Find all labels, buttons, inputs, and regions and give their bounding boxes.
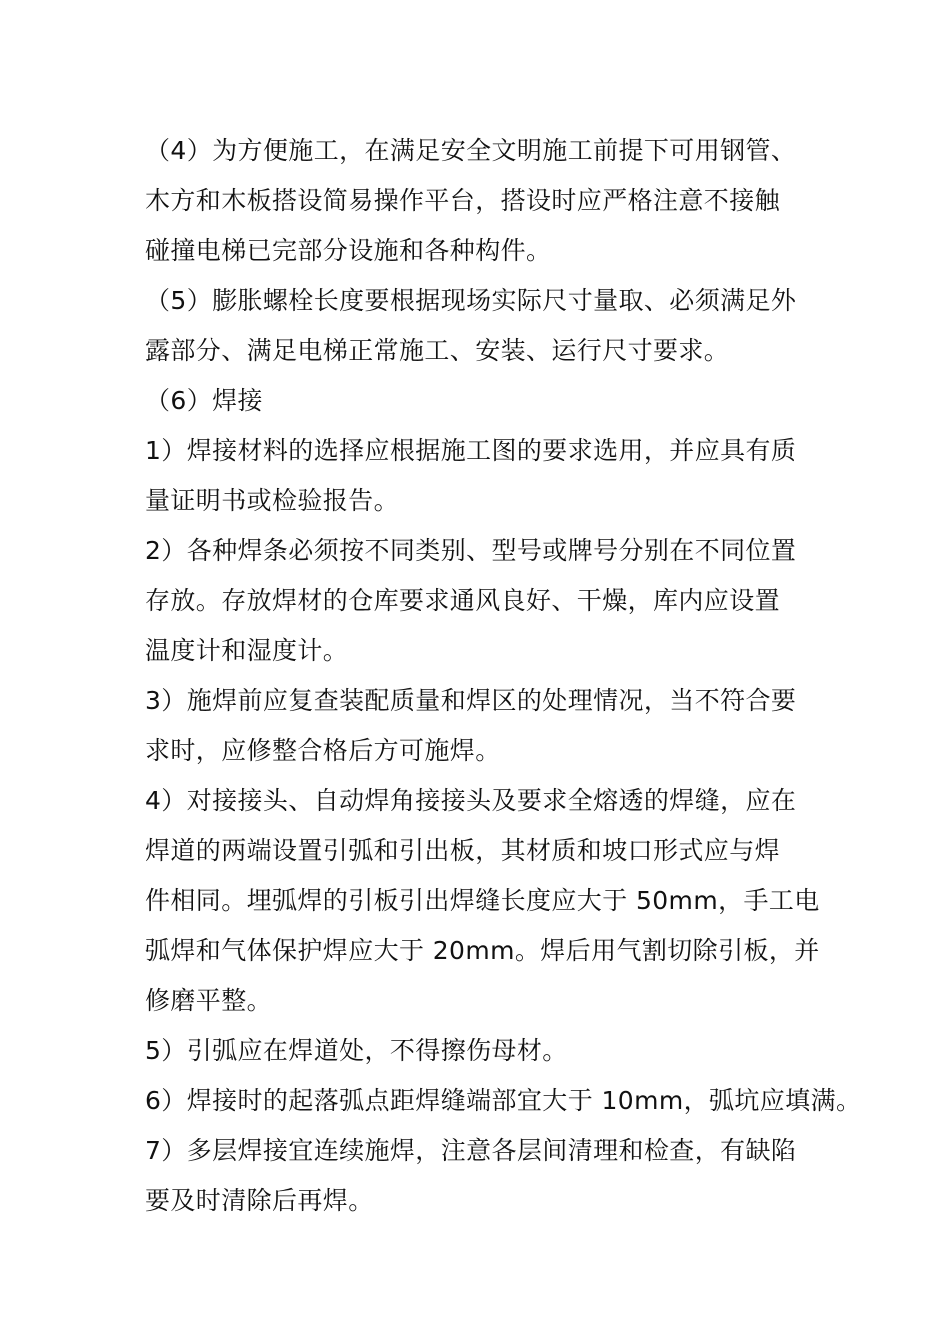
text-line: 5）引弧应在焊道处，不得擦伤母材。 <box>145 1036 568 1065</box>
text-line: 弧焊和气体保护焊应大于 20mm。焊后用气割切除引板，并 <box>145 936 820 965</box>
text-line: 要及时清除后再焊。 <box>145 1186 374 1215</box>
text-line: 露部分、满足电梯正常施工、安装、运行尺寸要求。 <box>145 336 730 365</box>
text-line: 木方和木板搭设简易操作平台，搭设时应严格注意不接触 <box>145 186 781 215</box>
text-line: 6）焊接时的起落弧点距焊缝端部宜大于 10mm，弧坑应填满。 <box>145 1086 862 1115</box>
text-line: 碰撞电梯已完部分设施和各种构件。 <box>145 236 552 265</box>
text-line: 焊道的两端设置引弧和引出板，其材质和坡口形式应与焊 <box>145 836 781 865</box>
text-line: 存放。存放焊材的仓库要求通风良好、干燥，库内应设置 <box>145 586 781 615</box>
text-line: 温度计和湿度计。 <box>145 636 349 665</box>
welding-item-3 <box>145 676 825 776</box>
text-line: （5）膨胀螺栓长度要根据现场实际尺寸量取、必须满足外 <box>145 286 797 315</box>
text-line: 件相同。埋弧焊的引板引出焊缝长度应大于 50mm，手工电 <box>145 886 820 915</box>
text-line: （6）焊接 <box>145 386 263 415</box>
text-line: 量证明书或检验报告。 <box>145 486 400 515</box>
welding-item-6 <box>145 1076 862 1126</box>
text-line: 7）多层焊接宜连续施焊，注意各层间清理和检查，有缺陷 <box>145 1136 797 1165</box>
welding-item-2 <box>145 526 825 676</box>
welding-item-5 <box>145 1026 825 1076</box>
welding-item-7 <box>145 1126 825 1226</box>
text-line: 求时，应修整合格后方可施焊。 <box>145 736 501 765</box>
text-line: 4）对接接头、自动焊角接接头及要求全熔透的焊缝，应在 <box>145 786 797 815</box>
text-line: 2）各种焊条必须按不同类别、型号或牌号分别在不同位置 <box>145 536 797 565</box>
text-line: （4）为方便施工，在满足安全文明施工前提下可用钢管、 <box>145 136 797 165</box>
paragraph-4 <box>145 126 825 276</box>
text-line: 修磨平整。 <box>145 986 273 1015</box>
paragraph-6-heading <box>145 376 825 426</box>
welding-item-4 <box>145 776 825 1026</box>
text-line: 1）焊接材料的选择应根据施工图的要求选用，并应具有质 <box>145 436 797 465</box>
document-body <box>145 126 862 1226</box>
welding-item-1 <box>145 426 825 526</box>
text-line: 3）施焊前应复查装配质量和焊区的处理情况，当不符合要 <box>145 686 797 715</box>
paragraph-5 <box>145 276 825 376</box>
